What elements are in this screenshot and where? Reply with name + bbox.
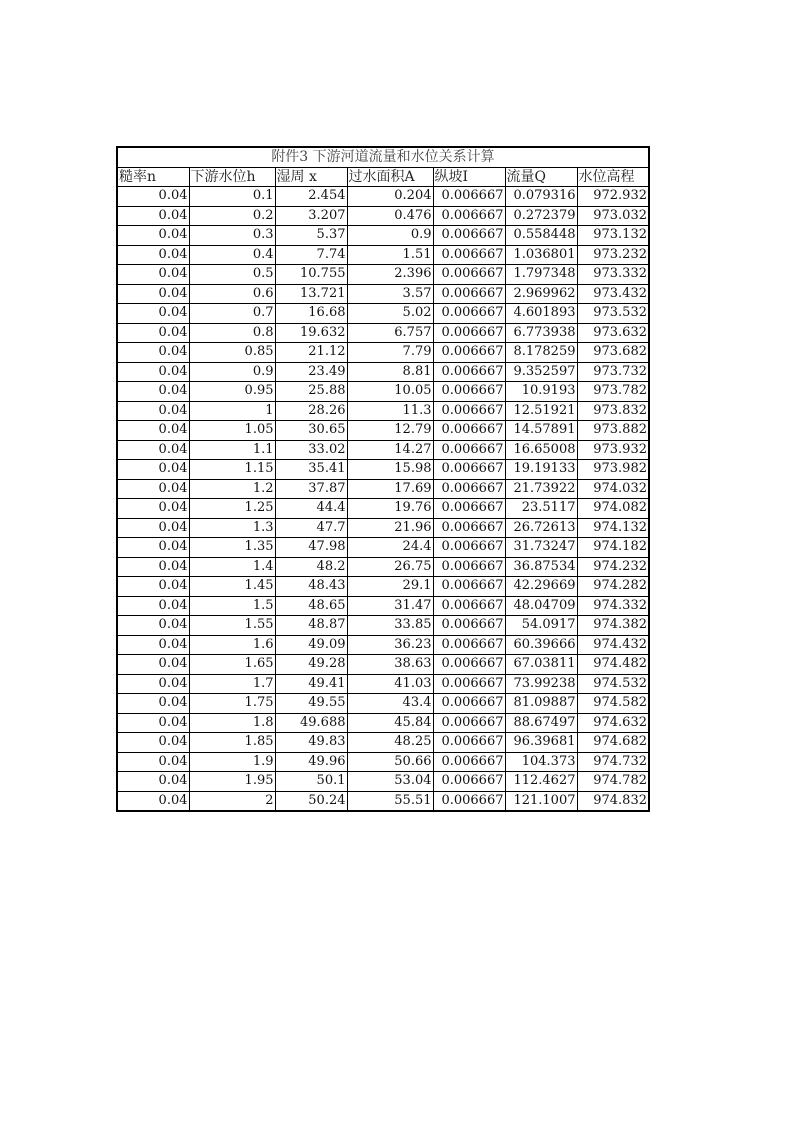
cell-flow-area: 26.75 — [347, 557, 433, 577]
cell-roughness: 0.04 — [117, 265, 189, 285]
table-title-row — [117, 147, 649, 167]
cell-slope: 0.006667 — [433, 440, 505, 460]
cell-wetted-perimeter: 30.65 — [275, 421, 347, 441]
cell-roughness: 0.04 — [117, 518, 189, 538]
cell-flow-area: 3.57 — [347, 284, 433, 304]
table-row — [117, 791, 649, 811]
cell-flow-area: 17.69 — [347, 479, 433, 499]
cell-slope: 0.006667 — [433, 245, 505, 265]
cell-water-level: 0.4 — [189, 245, 275, 265]
table-row — [117, 635, 649, 655]
cell-wetted-perimeter: 47.98 — [275, 538, 347, 558]
cell-slope: 0.006667 — [433, 752, 505, 772]
cell-elevation: 973.832 — [577, 401, 649, 421]
cell-wetted-perimeter: 48.43 — [275, 577, 347, 597]
cell-roughness: 0.04 — [117, 401, 189, 421]
cell-elevation: 973.682 — [577, 343, 649, 363]
cell-roughness: 0.04 — [117, 362, 189, 382]
cell-water-level: 1 — [189, 401, 275, 421]
cell-discharge: 42.29669 — [505, 577, 577, 597]
cell-roughness: 0.04 — [117, 479, 189, 499]
cell-water-level: 1.3 — [189, 518, 275, 538]
cell-elevation: 973.032 — [577, 206, 649, 226]
cell-wetted-perimeter: 49.55 — [275, 694, 347, 714]
cell-wetted-perimeter: 49.09 — [275, 635, 347, 655]
cell-roughness: 0.04 — [117, 772, 189, 792]
cell-elevation: 974.182 — [577, 538, 649, 558]
table-row — [117, 284, 649, 304]
cell-roughness: 0.04 — [117, 304, 189, 324]
cell-elevation: 974.082 — [577, 499, 649, 519]
cell-flow-area: 2.396 — [347, 265, 433, 285]
cell-water-level: 0.9 — [189, 362, 275, 382]
table-row — [117, 343, 649, 363]
cell-roughness: 0.04 — [117, 733, 189, 753]
cell-roughness: 0.04 — [117, 440, 189, 460]
cell-slope: 0.006667 — [433, 265, 505, 285]
cell-roughness: 0.04 — [117, 187, 189, 207]
cell-elevation: 974.332 — [577, 596, 649, 616]
table-row — [117, 616, 649, 636]
cell-wetted-perimeter: 49.83 — [275, 733, 347, 753]
cell-roughness: 0.04 — [117, 655, 189, 675]
header-elevation: 水位高程 — [577, 167, 649, 187]
cell-water-level: 0.7 — [189, 304, 275, 324]
cell-roughness: 0.04 — [117, 694, 189, 714]
cell-elevation: 974.782 — [577, 772, 649, 792]
table-row — [117, 596, 649, 616]
cell-discharge: 67.03811 — [505, 655, 577, 675]
cell-elevation: 973.732 — [577, 362, 649, 382]
cell-roughness: 0.04 — [117, 323, 189, 343]
table-row — [117, 304, 649, 324]
cell-wetted-perimeter: 5.37 — [275, 226, 347, 246]
cell-slope: 0.006667 — [433, 382, 505, 402]
cell-discharge: 4.601893 — [505, 304, 577, 324]
table-row — [117, 538, 649, 558]
cell-slope: 0.006667 — [433, 674, 505, 694]
header-wetted-perimeter: 湿周 x — [275, 167, 347, 187]
cell-water-level: 1.8 — [189, 713, 275, 733]
cell-wetted-perimeter: 21.12 — [275, 343, 347, 363]
header-water-level: 下游水位h — [189, 167, 275, 187]
cell-roughness: 0.04 — [117, 791, 189, 811]
header-roughness: 糙率n — [117, 167, 189, 187]
cell-roughness: 0.04 — [117, 557, 189, 577]
cell-flow-area: 33.85 — [347, 616, 433, 636]
cell-roughness: 0.04 — [117, 674, 189, 694]
table-row — [117, 577, 649, 597]
cell-elevation: 974.532 — [577, 674, 649, 694]
cell-water-level: 1.6 — [189, 635, 275, 655]
cell-water-level: 1.5 — [189, 596, 275, 616]
cell-discharge: 0.272379 — [505, 206, 577, 226]
cell-water-level: 2 — [189, 791, 275, 811]
cell-elevation: 973.882 — [577, 421, 649, 441]
cell-elevation: 973.232 — [577, 245, 649, 265]
cell-wetted-perimeter: 7.74 — [275, 245, 347, 265]
cell-roughness: 0.04 — [117, 752, 189, 772]
cell-slope: 0.006667 — [433, 226, 505, 246]
cell-wetted-perimeter: 2.454 — [275, 187, 347, 207]
cell-flow-area: 24.4 — [347, 538, 433, 558]
cell-slope: 0.006667 — [433, 616, 505, 636]
cell-flow-area: 6.757 — [347, 323, 433, 343]
table-row — [117, 206, 649, 226]
cell-water-level: 0.1 — [189, 187, 275, 207]
cell-elevation: 973.982 — [577, 460, 649, 480]
table-row — [117, 694, 649, 714]
cell-wetted-perimeter: 35.41 — [275, 460, 347, 480]
cell-wetted-perimeter: 50.1 — [275, 772, 347, 792]
cell-flow-area: 53.04 — [347, 772, 433, 792]
cell-flow-area: 50.66 — [347, 752, 433, 772]
cell-flow-area: 38.63 — [347, 655, 433, 675]
cell-wetted-perimeter: 25.88 — [275, 382, 347, 402]
cell-slope: 0.006667 — [433, 284, 505, 304]
table-row — [117, 733, 649, 753]
cell-water-level: 1.25 — [189, 499, 275, 519]
cell-flow-area: 8.81 — [347, 362, 433, 382]
cell-water-level: 0.6 — [189, 284, 275, 304]
cell-discharge: 2.969962 — [505, 284, 577, 304]
cell-slope: 0.006667 — [433, 635, 505, 655]
cell-discharge: 14.57891 — [505, 421, 577, 441]
cell-water-level: 1.95 — [189, 772, 275, 792]
cell-discharge: 31.73247 — [505, 538, 577, 558]
cell-discharge: 1.797348 — [505, 265, 577, 285]
table-row — [117, 655, 649, 675]
cell-wetted-perimeter: 48.2 — [275, 557, 347, 577]
cell-elevation: 974.132 — [577, 518, 649, 538]
cell-water-level: 1.9 — [189, 752, 275, 772]
table-row — [117, 499, 649, 519]
cell-wetted-perimeter: 48.65 — [275, 596, 347, 616]
cell-flow-area: 11.3 — [347, 401, 433, 421]
cell-discharge: 0.558448 — [505, 226, 577, 246]
cell-slope: 0.006667 — [433, 499, 505, 519]
cell-wetted-perimeter: 50.24 — [275, 791, 347, 811]
table-header-row — [117, 167, 649, 187]
header-slope: 纵坡I — [433, 167, 505, 187]
cell-roughness: 0.04 — [117, 460, 189, 480]
cell-water-level: 0.95 — [189, 382, 275, 402]
cell-wetted-perimeter: 49.41 — [275, 674, 347, 694]
cell-slope: 0.006667 — [433, 791, 505, 811]
cell-discharge: 10.9193 — [505, 382, 577, 402]
cell-slope: 0.006667 — [433, 713, 505, 733]
cell-wetted-perimeter: 44.4 — [275, 499, 347, 519]
cell-slope: 0.006667 — [433, 733, 505, 753]
cell-flow-area: 43.4 — [347, 694, 433, 714]
cell-elevation: 973.332 — [577, 265, 649, 285]
cell-water-level: 1.35 — [189, 538, 275, 558]
table-row — [117, 713, 649, 733]
cell-flow-area: 0.476 — [347, 206, 433, 226]
cell-roughness: 0.04 — [117, 421, 189, 441]
cell-flow-area: 55.51 — [347, 791, 433, 811]
cell-water-level: 1.45 — [189, 577, 275, 597]
table-row — [117, 187, 649, 207]
cell-wetted-perimeter: 3.207 — [275, 206, 347, 226]
cell-elevation: 974.832 — [577, 791, 649, 811]
cell-water-level: 1.15 — [189, 460, 275, 480]
cell-flow-area: 45.84 — [347, 713, 433, 733]
cell-wetted-perimeter: 23.49 — [275, 362, 347, 382]
table-row — [117, 479, 649, 499]
cell-slope: 0.006667 — [433, 655, 505, 675]
table-row — [117, 752, 649, 772]
table-row — [117, 401, 649, 421]
cell-discharge: 16.65008 — [505, 440, 577, 460]
cell-discharge: 54.0917 — [505, 616, 577, 636]
cell-roughness: 0.04 — [117, 226, 189, 246]
cell-water-level: 1.55 — [189, 616, 275, 636]
cell-slope: 0.006667 — [433, 187, 505, 207]
cell-discharge: 26.72613 — [505, 518, 577, 538]
cell-wetted-perimeter: 49.28 — [275, 655, 347, 675]
cell-water-level: 1.85 — [189, 733, 275, 753]
cell-slope: 0.006667 — [433, 304, 505, 324]
table-row — [117, 440, 649, 460]
cell-discharge: 12.51921 — [505, 401, 577, 421]
cell-discharge: 60.39666 — [505, 635, 577, 655]
table-row — [117, 323, 649, 343]
cell-wetted-perimeter: 10.755 — [275, 265, 347, 285]
table-row — [117, 557, 649, 577]
cell-flow-area: 19.76 — [347, 499, 433, 519]
cell-discharge: 73.99238 — [505, 674, 577, 694]
cell-elevation: 973.432 — [577, 284, 649, 304]
cell-discharge: 9.352597 — [505, 362, 577, 382]
cell-elevation: 974.382 — [577, 616, 649, 636]
cell-water-level: 1.65 — [189, 655, 275, 675]
cell-elevation: 974.682 — [577, 733, 649, 753]
cell-water-level: 1.75 — [189, 694, 275, 714]
cell-elevation: 974.232 — [577, 557, 649, 577]
cell-flow-area: 36.23 — [347, 635, 433, 655]
cell-elevation: 973.632 — [577, 323, 649, 343]
cell-elevation: 974.432 — [577, 635, 649, 655]
cell-slope: 0.006667 — [433, 518, 505, 538]
cell-elevation: 974.732 — [577, 752, 649, 772]
cell-flow-area: 12.79 — [347, 421, 433, 441]
cell-wetted-perimeter: 33.02 — [275, 440, 347, 460]
cell-discharge: 1.036801 — [505, 245, 577, 265]
cell-roughness: 0.04 — [117, 206, 189, 226]
cell-water-level: 1.05 — [189, 421, 275, 441]
cell-flow-area: 48.25 — [347, 733, 433, 753]
cell-discharge: 121.1007 — [505, 791, 577, 811]
cell-discharge: 48.04709 — [505, 596, 577, 616]
cell-roughness: 0.04 — [117, 538, 189, 558]
cell-water-level: 0.2 — [189, 206, 275, 226]
cell-roughness: 0.04 — [117, 499, 189, 519]
cell-flow-area: 31.47 — [347, 596, 433, 616]
cell-roughness: 0.04 — [117, 616, 189, 636]
cell-slope: 0.006667 — [433, 577, 505, 597]
cell-discharge: 104.373 — [505, 752, 577, 772]
cell-roughness: 0.04 — [117, 284, 189, 304]
cell-flow-area: 0.204 — [347, 187, 433, 207]
cell-elevation: 972.932 — [577, 187, 649, 207]
cell-water-level: 0.8 — [189, 323, 275, 343]
cell-water-level: 1.2 — [189, 479, 275, 499]
table-row — [117, 518, 649, 538]
cell-wetted-perimeter: 37.87 — [275, 479, 347, 499]
cell-discharge: 36.87534 — [505, 557, 577, 577]
cell-slope: 0.006667 — [433, 538, 505, 558]
cell-roughness: 0.04 — [117, 245, 189, 265]
cell-elevation: 973.532 — [577, 304, 649, 324]
cell-slope: 0.006667 — [433, 557, 505, 577]
cell-discharge: 8.178259 — [505, 343, 577, 363]
cell-discharge: 112.4627 — [505, 772, 577, 792]
table-row — [117, 674, 649, 694]
cell-elevation: 974.282 — [577, 577, 649, 597]
table-row — [117, 226, 649, 246]
cell-wetted-perimeter: 48.87 — [275, 616, 347, 636]
cell-roughness: 0.04 — [117, 596, 189, 616]
cell-discharge: 23.5117 — [505, 499, 577, 519]
cell-slope: 0.006667 — [433, 596, 505, 616]
flow-stage-table — [116, 146, 650, 812]
cell-slope: 0.006667 — [433, 401, 505, 421]
cell-slope: 0.006667 — [433, 343, 505, 363]
cell-elevation: 974.582 — [577, 694, 649, 714]
cell-discharge: 19.19133 — [505, 460, 577, 480]
header-discharge: 流量Q — [505, 167, 577, 187]
cell-slope: 0.006667 — [433, 323, 505, 343]
cell-discharge: 21.73922 — [505, 479, 577, 499]
cell-water-level: 0.5 — [189, 265, 275, 285]
cell-water-level: 0.85 — [189, 343, 275, 363]
cell-flow-area: 0.9 — [347, 226, 433, 246]
cell-water-level: 1.7 — [189, 674, 275, 694]
table-title: 附件3 下游河道流量和水位关系计算 — [117, 147, 649, 167]
cell-flow-area: 15.98 — [347, 460, 433, 480]
cell-wetted-perimeter: 19.632 — [275, 323, 347, 343]
table-row — [117, 382, 649, 402]
cell-flow-area: 1.51 — [347, 245, 433, 265]
cell-wetted-perimeter: 49.688 — [275, 713, 347, 733]
cell-flow-area: 21.96 — [347, 518, 433, 538]
table-row — [117, 772, 649, 792]
cell-elevation: 974.482 — [577, 655, 649, 675]
cell-slope: 0.006667 — [433, 479, 505, 499]
cell-roughness: 0.04 — [117, 577, 189, 597]
cell-slope: 0.006667 — [433, 421, 505, 441]
cell-wetted-perimeter: 49.96 — [275, 752, 347, 772]
cell-roughness: 0.04 — [117, 343, 189, 363]
cell-discharge: 0.079316 — [505, 187, 577, 207]
cell-discharge: 96.39681 — [505, 733, 577, 753]
cell-water-level: 0.3 — [189, 226, 275, 246]
cell-discharge: 88.67497 — [505, 713, 577, 733]
cell-discharge: 6.773938 — [505, 323, 577, 343]
cell-flow-area: 5.02 — [347, 304, 433, 324]
table-row — [117, 460, 649, 480]
cell-elevation: 973.932 — [577, 440, 649, 460]
table-row — [117, 265, 649, 285]
cell-flow-area: 14.27 — [347, 440, 433, 460]
cell-flow-area: 7.79 — [347, 343, 433, 363]
cell-elevation: 974.632 — [577, 713, 649, 733]
cell-slope: 0.006667 — [433, 772, 505, 792]
cell-wetted-perimeter: 47.7 — [275, 518, 347, 538]
cell-flow-area: 41.03 — [347, 674, 433, 694]
cell-roughness: 0.04 — [117, 635, 189, 655]
cell-elevation: 973.132 — [577, 226, 649, 246]
cell-water-level: 1.4 — [189, 557, 275, 577]
cell-wetted-perimeter: 28.26 — [275, 401, 347, 421]
cell-elevation: 974.032 — [577, 479, 649, 499]
cell-slope: 0.006667 — [433, 694, 505, 714]
cell-slope: 0.006667 — [433, 362, 505, 382]
table-row — [117, 421, 649, 441]
cell-flow-area: 29.1 — [347, 577, 433, 597]
table-row — [117, 245, 649, 265]
table-row — [117, 362, 649, 382]
cell-water-level: 1.1 — [189, 440, 275, 460]
cell-roughness: 0.04 — [117, 713, 189, 733]
cell-discharge: 81.09887 — [505, 694, 577, 714]
cell-wetted-perimeter: 16.68 — [275, 304, 347, 324]
cell-wetted-perimeter: 13.721 — [275, 284, 347, 304]
header-flow-area: 过水面积A — [347, 167, 433, 187]
cell-slope: 0.006667 — [433, 460, 505, 480]
cell-roughness: 0.04 — [117, 382, 189, 402]
cell-flow-area: 10.05 — [347, 382, 433, 402]
cell-slope: 0.006667 — [433, 206, 505, 226]
cell-elevation: 973.782 — [577, 382, 649, 402]
